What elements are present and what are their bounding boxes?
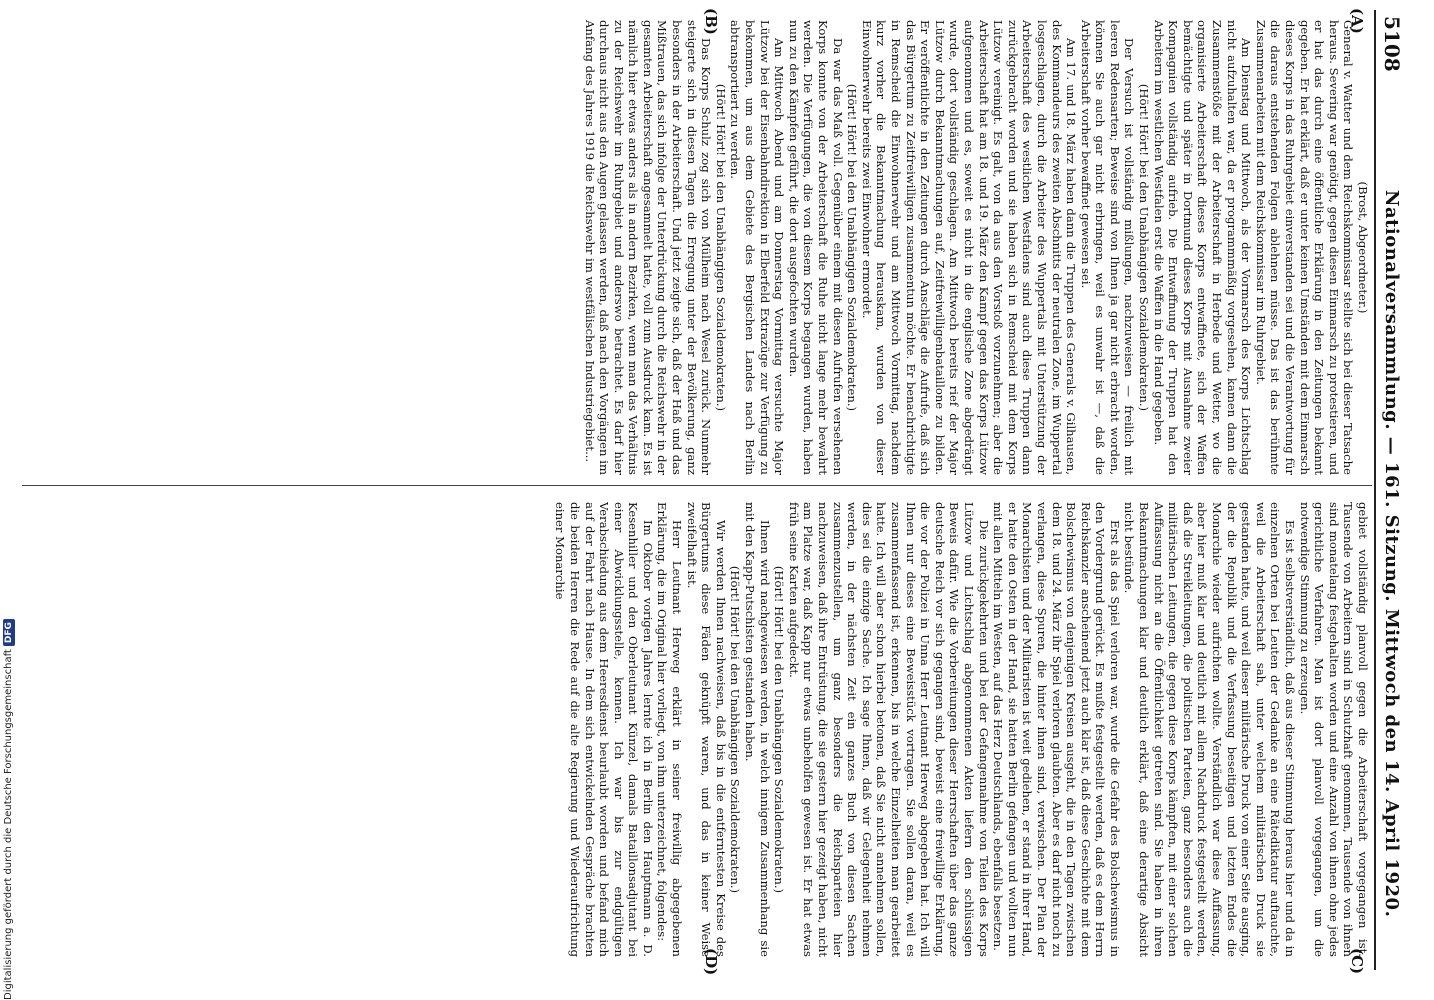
paragraph: Der Versuch ist vollständig mißlungen, nachzuweisen — freilich mit leeren Redensarten; Beweise sind von Ihnen ja gar nicht erbracht worden, können Sie auch gar nicht erbringen, weil es unwahr ist —, daß die Arbeiterschaft vorher bewaffnet gewesen sei. — [1078, 20, 1137, 475]
credit-text: Digitalisierung gefördert durch die Deutsche Forschungsgemeinschaft — [3, 649, 14, 1000]
paragraph: Im Oktober vorigen Jahres lernte ich in Berlin den Hauptmann a. D. Kesenhiller und den Oberleutnant Künzel, damals Bataillonsadjutant bei einer Abwicklungsstelle, kennen. Ich war bis zur endgültigen Verabschiedung aus dem Heeresdienst beurlaubt worden und befand mich auf der Fahrt nach Hause. In dem sich entwickelnden Gespräche brachten die beiden Herren die Rede auf die alte Regierung und Wiederaufrichtung einer Monarchie — [553, 502, 655, 957]
dfg-logo: DFG — [3, 619, 15, 646]
paragraph: Herr Leutnant Herweg erklärt in seiner freiwillig abgegebenen Erklärung, die im Original hier vorliegt, von ihm unterzeichnet, folgendes: — [655, 502, 685, 957]
paragraph: Die zurückgekehrten und bei der Gefangennahme von Teilen des Korps Lützow und Lichtschlag abgenommenen Akten liefern den schlüssigen Beweis dafür. Wie die Vorbereitungen dieser Herrschaften über das ganze deutsche Reich vor sich gegangen sind, beweist eine freiwillige Erklärung, die vor der Polizei in Unna Herr Leutnant Herweg abgegeben hat. Ich will Ihnen nur dieses eine Beweisstück vortragen. Sie sollen daran, weil es zusammenfassend ist, erkennen, bis in welche Einzelheiten man gearbeitet hatte. Ich will aber schon hierbei betonen, daß Sie nicht annehmen sollen, dies sei die einzige Sache. Ich sage Ihnen, daß wir Gelegenheit nehmen werden, in der nächsten Zeit ein ganzes Buch von diesen Sachen zusammenzustellen, um ganz besonders die Reichsparteien hier nachzuweisen, daß ihre Entrüstung, die sie gestern hier gezeigt haben, nicht am Platze war, daß Kapp nur etwas unbeholfen gewesen ist. Er hat etwas früh seine Karten aufgedeckt. — [786, 502, 991, 957]
interjection: (Hört! Hört! bei den Unabhängigen Sozialdemokraten.) — [772, 565, 787, 894]
digitization-credit — [2, 10, 16, 1000]
paragraph: Das Korps Schulz zog sich von Mülheim nach Wesel zurück. Nunmehr steigerte sich in diesen Tagen die Erregung unter der Bevölkerung, ganz besonders in der Arbeiterschaft. Und jetzt zeigte sich, daß der Haß und das Mißtrauen, das sich infolge der Unterdrückung durch die Reichswehr in der gesamten Arbeiterschaft angesammelt hatte, voll zum Ausdruck kam. Es ist nämlich hier etwas anders als in andern Bezirken, wenn man das Verhältnis zu der Reichswehr im Ruhrgebiet und anderswo betrachtet. Es darf hier durchaus nicht aus den Augen gelassen werden, daß nach den Vorgängen im Anfang des Jahres 1919 die Reichswehr im westfälischen Industriegebiet... — [582, 20, 714, 475]
paragraph: Ihnen wird nachgewiesen werden, in welch innigem Zusammenhang sie mit den Kapp-Putschisten gestanden haben. — [743, 502, 772, 957]
paragraph: gebiet vollständig planvoll gegen die Arbeiterschaft vorgegangen ist. Tausende von Arbeitern sind in Schutzhaft genommen, Tausende von ihnen sind monatelang festgehalten worden und eine Anzahl von ihnen ohne jedes gerichtliche Verfahren. Man ist dort planvoll vorgegangen, um die notwendige Stimmung zu erzeugen. — [1297, 502, 1370, 957]
running-title: Nationalversammlung. — 161. Sitzung. Mittwoch den 14. April 1920. — [1381, 190, 1402, 918]
speaker-label: (Brost, Abgeordneter.) — [1356, 181, 1370, 314]
margin-marker-c: (C) — [1348, 948, 1366, 975]
interjection: (Hört! Hört! bei den Unabhängigen Sozialdemokraten.) — [845, 83, 860, 412]
paragraph: Am Dienstag und Mittwoch, als der Vormarsch des Korps Lichtschlag nicht aufzuhalten war, da er programmmäßig vorgesehen, kamen dann die Zusammenstöße mit der Arbeiterschaft in Herbede und Wetter, wo die organisierte Arbeiterschaft dieses Korps entwaffnete, sich der Waffen bemächtigte und später in Dortmund dieses Korps mit Ausnahme zweier Kompagnien vollständig aufrieb. Die Entwaffnung der Truppen hat den Arbeitern im westlichen Westfalen erst die Waffen in die Hand gegeben. — [1151, 20, 1254, 475]
page-number: 5108 — [1380, 16, 1404, 72]
paragraph: Am 17. und 18. März haben dann die Truppen des Generals v. Gilhausen, des Kommandeurs des zweiten Abschnitts der neutralen Zone, im Wuppertal losgeschlagen, durch die Arbeiter des Wuppertals mit Unterstützung der Arbeiterschaft des westlichen Westfalens sind auch diese Truppen dann zurückgebracht worden und sie haben sich in Remscheid mit dem Korps Lützow vereinigt. Es galt, von da aus den Vorstoß vorzunehmen; aber die Arbeiterschaft hat am 18. und 19. März den Kampf gegen das Korps Lützow aufgenommen und es, soweit es nicht in die englische Zone abgedrängt wurde, dort vollständig geschlagen. Am Mittwoch bereits rief der Major Lützow durch Bekanntmachungen auf, Zeitfreiwilligenbataillone zu bilden. Er veröffentlichte in den Zeitungen durch Anschläge die Aufrufe, daß sich das Bürgertum zu Zeitfreiwilligen zusammentun möchte. Er benachrichtigte in Remscheid die Einwohnerwehr und am Mittwoch Vormittag, nachdem kurz vorher die Bekanntmachung herauskam, wurden von dieser Einwohnerwehr bereits zwei Einwohner ermordet. — [859, 20, 1079, 475]
right-column — [20, 502, 1370, 957]
margin-marker-b: (B) — [702, 8, 720, 35]
paragraph: Am Mittwoch Abend und am Donnerstag Vormittag versuchte Major Lützow bei der Eisenbahndirektion in Elberfeld Extrazüge zur Verfügung zu bekommen, um aus dem Gebiete des Bergischen Landes nach Berlin abtransportiert zu werden. — [728, 20, 787, 475]
column-divider — [22, 485, 1372, 486]
interjection: (Hört! Hört! bei den Unabhängigen Sozialdemokraten.) — [1137, 83, 1152, 412]
paragraph: Erst als das Spiel verloren war, wurde die Gefahr des Bolschewismus in den Vordergrund gerückt. Es mußte festgestellt werden, daß es dem Herrn Reichskanzler anscheinend jetzt auch klar ist, daß diese Geschichte mit dem Bolschewismus von denjenigen Kreisen ausgeht, die in den Tagen zwischen dem 18. und 24. März ihr Spiel verloren glaubten. Aber es darf nicht noch zu verlangen, diese Spuren, die hinter ihnen sind, verwischen. Der Plan der Monarchisten und der Militaristen ist weit gediehen, er stand in ihrer Hand, er hatte den Osten in der Hand, sie hatten Berlin gefangen und wollten nun mit allen Mitteln im Westen, auf das Herz Deutschlands, ebenfalls besetzen. — [991, 502, 1122, 957]
interjection: (Hört! Hört! bei den Unabhängigen Sozialdemokraten.) — [728, 565, 743, 894]
paragraph: Da war das Maß voll. Gegenüber einem mit diesen Aufrufen versehenen Korps konnte von der Arbeiterschaft die Ruhe nicht lange mehr bewahrt werden. Die Verfügungen, die von diesem Korps begangen wurden, haben nun zu den Kämpfen geführt, die dort ausgefochten wurden. — [786, 20, 845, 475]
paragraph: General v. Watter und dem Reichskommissar stellte sich bei dieser Tatsache heraus. Severing war genötigt, gegen diesen Einmarsch zu protestieren, und er hat das durch eine öffentliche Erklärung in den Zeitungen bekannt gegeben. Er hat erklärt, daß er unter keinen Umständen mit dem Einmarsch dieses Korps in das Ruhrgebiet einverstanden sei und die Verantwortung für die daraus entstehenden Folgen ablehnen müsse. Das ist das berühmte Zusammenarbeiten mit dem Reichskommissar im Ruhrgebiet. — [1253, 20, 1356, 475]
left-column — [20, 20, 1370, 475]
paragraph: Wir werden Ihnen nachweisen, daß bis in die entferntesten Kreise des Bürgertums diese Fäden geknüpft waren, und das in keiner Weise zweifelhaft ist. — [684, 502, 728, 957]
paragraph: Es ist selbstverständlich, daß aus dieser Stimmung heraus hier und da in einzelnen Orten bei Leuten der Gedanke an eine Rätediktatur auftauchte, weil die Arbeiterschaft sah, unter welchem militärischen Druck sie gestanden hatte, und weil dieser militärische Druck von einer Seite ausging, der die Republik und die Verfassung beseitigen und letzten Endes die Monarchie wieder aufrichten wollte. Verständlich war diese Auffassung, aber hier muß klar und deutlich mit allem Nachdruck festgestellt werden, daß die Streikleitungen, die politischen Parteien, ganz besonders auch die militärischen Leitungen, die gegen diese Korps kämpften, mit einer solchen Auffassung nicht an die Öffentlichkeit getreten sind. Sie haben in ihren Bekanntmachungen klar und deutlich erklärt, daß eine derartige Absicht nicht bestünde. — [1122, 502, 1298, 957]
margin-marker-a: (A) — [1348, 8, 1366, 34]
page-header — [1374, 10, 1410, 970]
rotated-document-page — [10, 8, 1410, 976]
margin-marker-d: (D) — [702, 948, 720, 976]
interjection: (Hört! Hört! bei den Unabhängigen Sozialdemokraten.) — [713, 83, 728, 412]
